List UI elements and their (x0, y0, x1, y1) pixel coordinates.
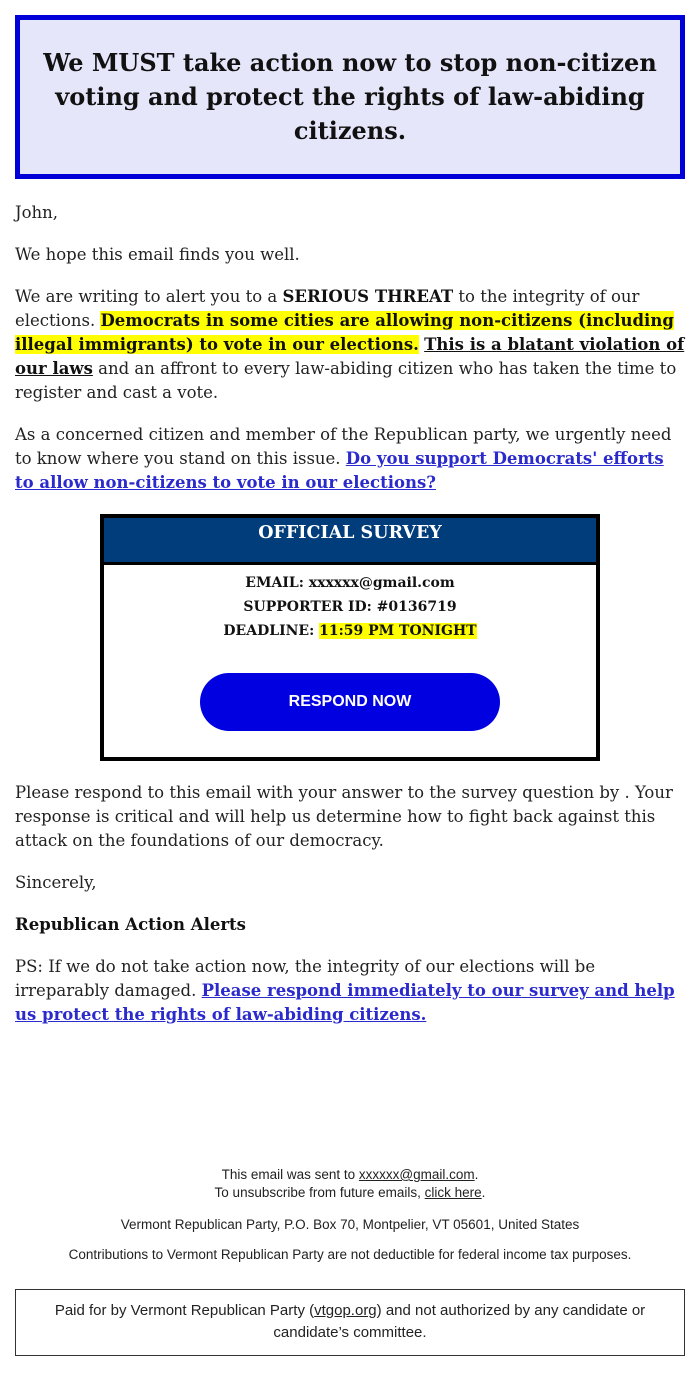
unsub-prefix: To unsubscribe from future emails, (214, 1185, 425, 1200)
alert-paragraph (15, 285, 685, 405)
unsub-suffix: . (481, 1185, 486, 1200)
survey-deadline (104, 619, 596, 643)
paid-suffix: ) and not authorized by any candidate or candidate’s committee. (273, 1302, 646, 1341)
footer-address: Vermont Republican Party, P.O. Box 70, Montpelier, VT 05601, United States (120, 1217, 580, 1232)
ps-survey-link[interactable]: Please respond immediately to our survey and help us protect the rights of law-abiding citizens. (15, 981, 675, 1024)
alert-emphasis: SERIOUS THREAT (282, 287, 454, 306)
survey-supporter-id: SUPPORTER ID: #0136719 (243, 599, 457, 615)
survey-email: EMAIL: xxxxxx@gmail.com (245, 575, 455, 591)
alert-text-2: to the integrity of our elections. (15, 287, 640, 330)
deadline-label: DEADLINE: (223, 623, 320, 639)
headline-banner (15, 15, 685, 179)
survey-title: OFFICIAL SURVEY (104, 518, 596, 565)
alert-highlight: Democrats in some cities are allowing non-citizens (including illegal immigrants) to vote in our elections. (15, 311, 674, 354)
alert-text-4: and an affront to every law-abiding citizen who has taken the time to register and cast a vote. (15, 359, 677, 402)
concern-text: As a concerned citizen and member of the Republican party, we urgently need to know where you stand on this issue. (15, 425, 672, 468)
sent-suffix: . (474, 1167, 479, 1182)
vtgop-link[interactable]: vtgop.org (314, 1302, 377, 1319)
recipient-email-link[interactable]: xxxxxx@gmail.com (358, 1167, 475, 1182)
footer-contributions: Contributions to Vermont Republican Party are not deductible for federal income tax purposes. (68, 1247, 632, 1262)
respond-now-button[interactable]: RESPOND NOW (200, 673, 500, 731)
greeting: John, (15, 203, 59, 222)
footer (0, 1166, 700, 1264)
unsubscribe-link[interactable]: click here (424, 1185, 482, 1200)
headline: We MUST take action now to stop non-citizen voting and protect the rights of law-abiding citizens. (43, 48, 657, 145)
concern-paragraph (15, 423, 685, 495)
ps-text: PS: If we do not take action now, the integrity of our elections will be irreparably damaged. (15, 957, 596, 1000)
alert-text-1: We are writing to alert you to a (15, 287, 283, 306)
ps-paragraph (15, 955, 685, 1027)
sent-prefix: This email was sent to (221, 1167, 359, 1182)
respond-paragraph: Please respond to this email with your answer to the survey question by . Your response is critical and will help us determine how to fight back against this attack on the foundations of our democracy. (15, 783, 673, 850)
signature: Republican Action Alerts (15, 915, 246, 934)
survey-body (104, 565, 596, 757)
paid-prefix: Paid for by Vermont Republican Party ( (54, 1302, 315, 1319)
deadline-value: 11:59 PM TONIGHT (319, 623, 477, 639)
paid-for-disclaimer (15, 1289, 685, 1356)
sent-to-line (0, 1166, 700, 1184)
official-survey-box (100, 514, 600, 761)
survey-question-link[interactable]: Do you support Democrats' efforts to allow non-citizens to vote in our elections? (15, 449, 664, 492)
intro-text: We hope this email finds you well. (15, 245, 300, 264)
closing: Sincerely, (15, 873, 97, 892)
alert-underlined: This is a blatant violation of our laws (15, 335, 685, 378)
unsubscribe-line (0, 1184, 700, 1202)
